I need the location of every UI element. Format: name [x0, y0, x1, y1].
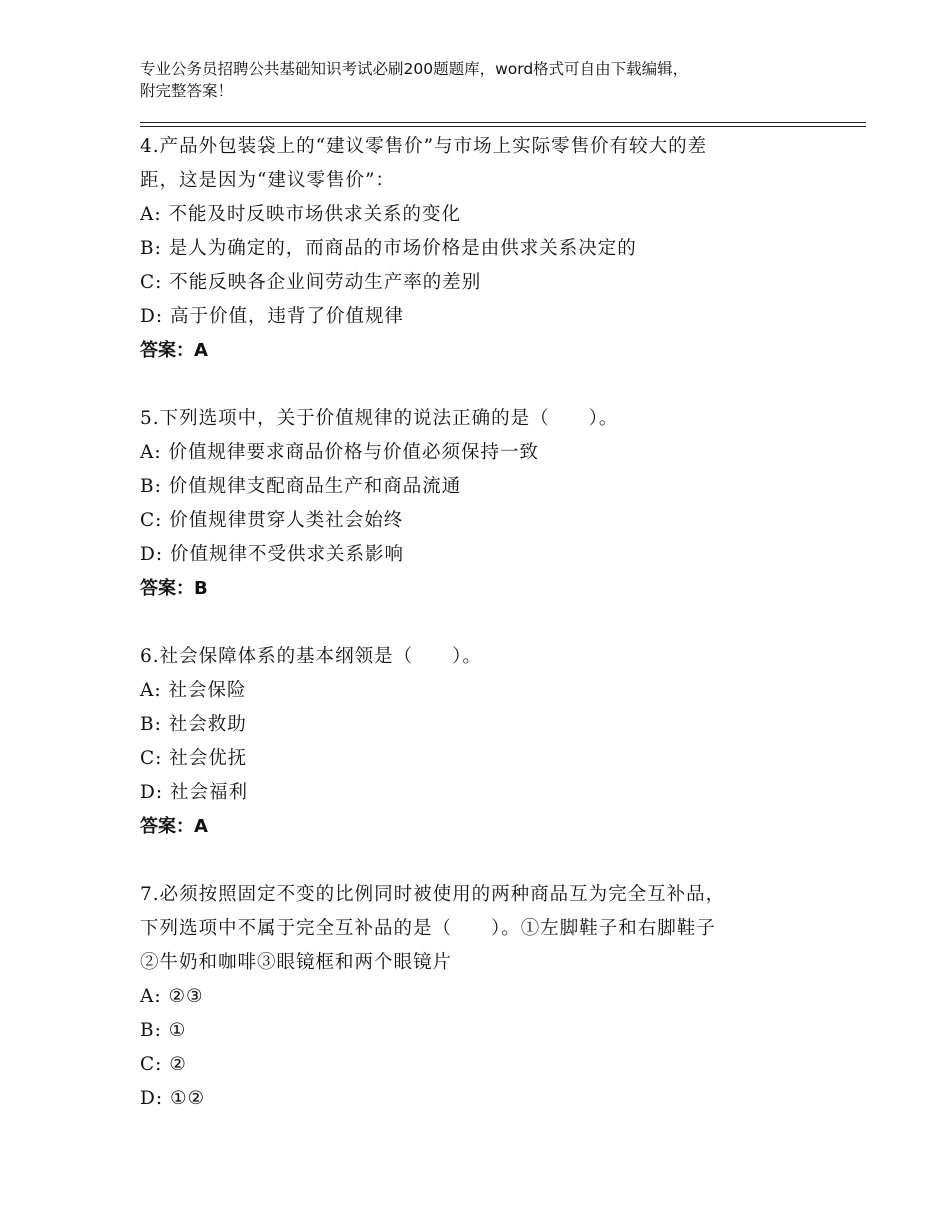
option-c: C: ②: [140, 1054, 187, 1075]
option-c: C: 价值规律贯穿人类社会始终: [140, 510, 404, 531]
question-text-line: 4.产品外包装袋上的“建议零售价”与市场上实际零售价有较大的差: [140, 136, 708, 157]
option-c: C: 社会优抚: [140, 748, 248, 769]
document-header: [140, 58, 840, 102]
option-d: D: 高于价值，违背了价值规律: [140, 306, 404, 327]
answer-text: 答案：A: [140, 816, 208, 837]
question-text-line: 距，这是因为“建议零售价”：: [140, 170, 395, 191]
answer-text: 答案：A: [140, 340, 208, 361]
question-text-line: 下列选项中不属于完全互补品的是（ ）。①左脚鞋子和右脚鞋子: [140, 918, 716, 939]
option-d: D: 社会福利: [140, 782, 248, 803]
question-text-line: 5.下列选项中，关于价值规律的说法正确的是（ ）。: [140, 408, 619, 429]
option-a: A: 价值规律要求商品价格与价值必须保持一致: [140, 442, 539, 463]
question-5: [140, 402, 866, 606]
option-b: B: 社会救助: [140, 714, 247, 735]
question-text-line: 6.社会保障体系的基本纲领是（ ）。: [140, 646, 482, 667]
option-d: D: 价值规律不受供求关系影响: [140, 544, 404, 565]
question-text-line: ②牛奶和咖啡③眼镜框和两个眼镜片: [140, 952, 453, 973]
option-b: B: 是人为确定的，而商品的市场价格是由供求关系决定的: [140, 238, 637, 259]
question-4: [140, 130, 866, 368]
option-b: B: ①: [140, 1020, 187, 1041]
answer-text: 答案：B: [140, 578, 208, 599]
option-a: A: 不能及时反映市场供求关系的变化: [140, 204, 461, 225]
option-a: A: 社会保险: [140, 680, 247, 701]
question-7: [140, 878, 866, 1116]
question-6: [140, 640, 866, 844]
header-line-2: 附完整答案！: [140, 82, 234, 100]
question-list: [140, 130, 866, 1150]
option-d: D: ①②: [140, 1088, 206, 1109]
question-text-line: 7.必须按照固定不变的比例同时被使用的两种商品互为完全互补品，: [140, 884, 726, 905]
option-b: B: 价值规律支配商品生产和商品流通: [140, 476, 462, 497]
option-c: C: 不能反映各企业间劳动生产率的差别: [140, 272, 482, 293]
option-a: A: ②③: [140, 986, 204, 1007]
header-line-1: 专业公务员招聘公共基础知识考试必刷200题题库，word格式可自由下载编辑，: [140, 60, 689, 78]
header-rule-bottom: [140, 126, 866, 127]
header-rule-top: [140, 122, 866, 123]
